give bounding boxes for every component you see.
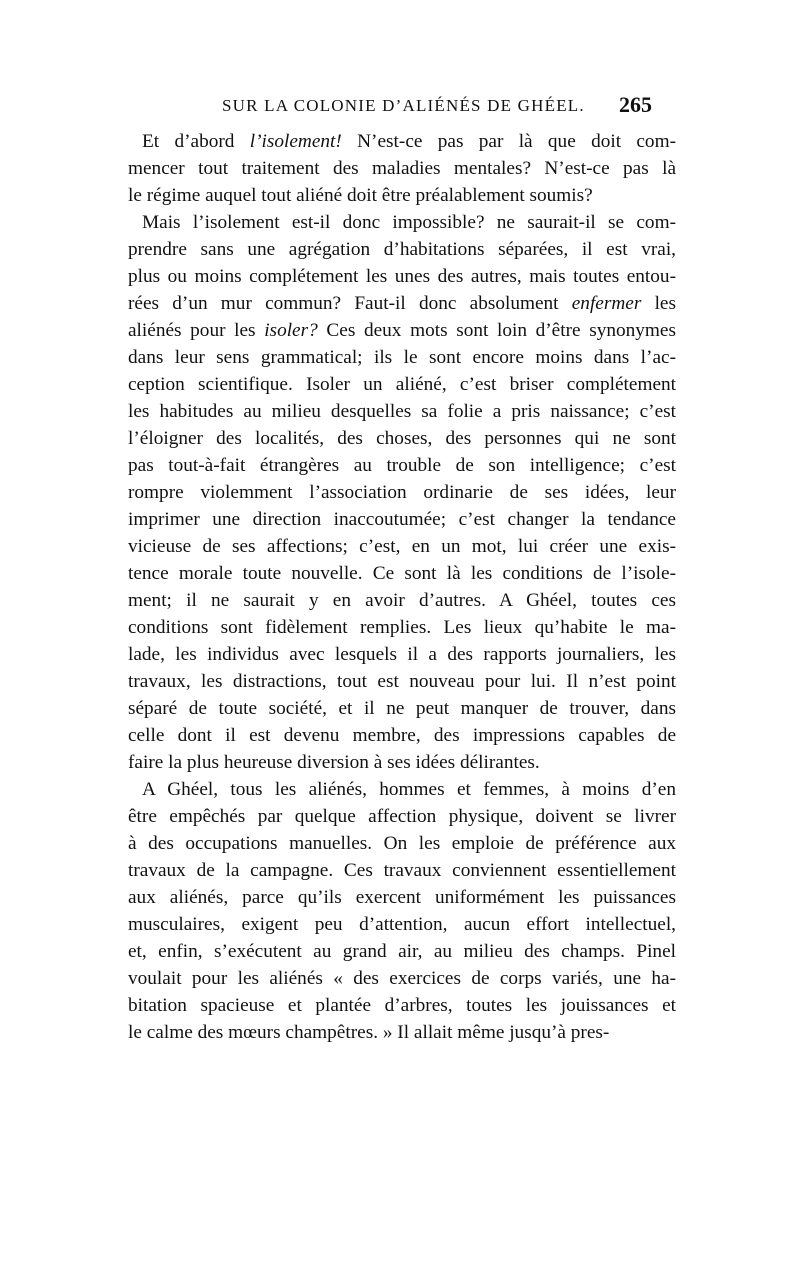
text-line: faire la plus heureuse diversion à ses idées délirantes. (128, 752, 540, 773)
text-line: séparé de toute société, et il ne peut manquer de trouver, dans (128, 698, 676, 719)
text-line: et, enfin, s’exécutent au grand air, au milieu des champs. Pinel (128, 941, 676, 962)
text-run: Ces deux mots sont loin d’être synonymes (317, 320, 676, 341)
text-line: travaux, les distractions, tout est nouveau pour lui. Il n’est point (128, 671, 676, 692)
text-line: les habitudes au milieu desquelles sa folie a pris naissance; c’est (128, 401, 676, 422)
paragraph (128, 776, 676, 1046)
text-run: les (641, 293, 676, 314)
text-line: le calme des mœurs champêtres. » Il allait même jusqu’à pres- (128, 1022, 610, 1043)
text-line (128, 317, 676, 344)
paragraph (128, 128, 676, 209)
text-line: plus ou moins complétement les unes des autres, mais toutes entou- (128, 266, 676, 287)
text-run: rées d’un mur commun? Faut-il donc absolument (128, 293, 572, 314)
text-line: pas tout-à-fait étrangères au trouble de son intelligence; c’est (128, 455, 676, 476)
running-title: SUR LA COLONIE D’ALIÉNÉS DE GHÉEL. (222, 96, 585, 115)
text-line: l’éloigner des localités, des choses, des personnes qui ne sont (128, 428, 676, 449)
text-line: celle dont il est devenu membre, des impressions capables de (128, 725, 676, 746)
text-line: aux aliénés, parce qu’ils exercent uniformément les puissances (128, 887, 676, 908)
italic-text: l’isolement! (249, 131, 342, 152)
text-line: rompre violemment l’association ordinarie de ses idées, leur (128, 482, 676, 503)
text-line: ment; il ne saurait y en avoir d’autres. A Ghéel, toutes ces (128, 590, 676, 611)
italic-text: isoler? (264, 320, 318, 341)
text-run: N’est-ce pas par là que doit com- (341, 131, 676, 152)
text-line: dans leur sens grammatical; ils le sont encore moins dans l’ac- (128, 347, 676, 368)
page-number: 265 (619, 92, 652, 117)
text-line: voulait pour les aliénés « des exercices de corps variés, une ha- (128, 968, 676, 989)
text-line: bitation spacieuse et plantée d’arbres, toutes les jouissances et (128, 995, 676, 1016)
text-line: mencer tout traitement des maladies mentales? N’est-ce pas là (128, 158, 676, 179)
paragraph (128, 209, 676, 776)
text-line: le régime auquel tout aliéné doit être préalablement soumis? (128, 185, 593, 206)
text-line: tence morale toute nouvelle. Ce sont là les conditions de l’isole- (128, 563, 676, 584)
text-line: à des occupations manuelles. On les emploie de préférence aux (128, 833, 676, 854)
text-line: musculaires, exigent peu d’attention, aucun effort intellectuel, (128, 914, 676, 935)
text-line: conditions sont fidèlement remplies. Les lieux qu’habite le ma- (128, 617, 676, 638)
text-run: Et d’abord (142, 131, 250, 152)
text-line (128, 128, 676, 155)
body-text (128, 128, 676, 1046)
text-line: être empêchés par quelque affection physique, doivent se livrer (128, 806, 676, 827)
text-line: ception scientifique. Isoler un aliéné, c’est briser complétement (128, 374, 676, 395)
text-line: A Ghéel, tous les aliénés, hommes et femmes, à moins d’en (142, 779, 676, 800)
italic-text: enfermer (571, 293, 642, 314)
text-line: Mais l’isolement est-il donc impossible? ne saurait-il se com- (142, 212, 676, 233)
text-line: vicieuse de ses affections; c’est, en un mot, lui créer une exis- (128, 536, 676, 557)
text-line: imprimer une direction inaccoutumée; c’est changer la tendance (128, 509, 676, 530)
running-head (140, 92, 660, 122)
text-line (128, 290, 676, 317)
text-line: travaux de la campagne. Ces travaux conviennent essentiellement (128, 860, 676, 881)
text-line: prendre sans une agrégation d’habitations séparées, il est vrai, (128, 239, 676, 260)
text-line: lade, les individus avec lesquels il a des rapports journaliers, les (128, 644, 676, 665)
text-run: aliénés pour les (128, 320, 265, 341)
